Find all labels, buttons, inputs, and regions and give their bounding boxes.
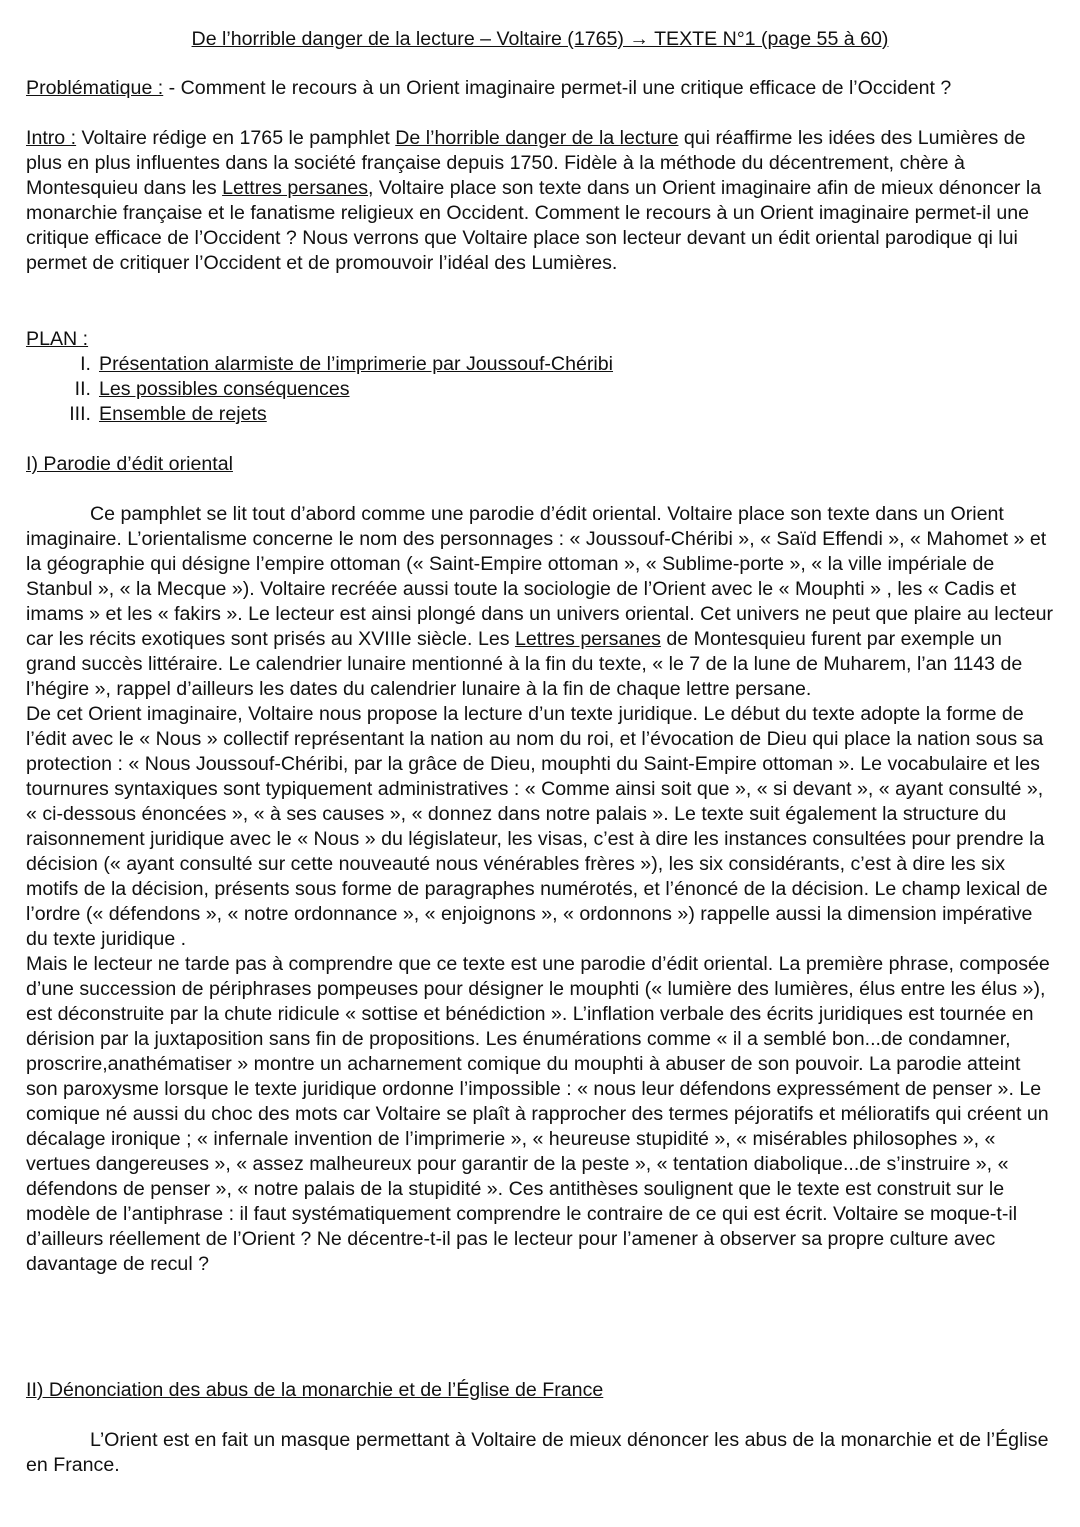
section-1-paragraph-1 bbox=[26, 502, 1056, 702]
plan-item bbox=[55, 402, 613, 427]
intro-text-1: Voltaire rédige en 1765 le pamphlet bbox=[76, 127, 396, 149]
intro-text-2: qui réaffirme les idées des Lumières de plus en plus influentes dans la société française depuis 1750. Fidèle à la méthode du décentrement, chère à Montesquieu dans les bbox=[26, 127, 1026, 199]
intro-text-3: , Voltaire place son texte dans un Orient imaginaire afin de mieux dénoncer la monarchie française et le fanatisme religieux en Occident. Comment le recours à un Orient imaginaire permet-il une critique efficace de l’Occident ? Nous verrons que Voltaire place son lecteur devant un édit oriental parodique qi lui permet de critiquer l’Occident et de promouvoir l’idéal des Lumières. bbox=[26, 177, 1042, 274]
section-1-paragraph-2: De cet Orient imaginaire, Voltaire nous propose la lecture d’un texte juridique. Le début du texte adopte la forme de l’édit avec le « Nous » collectif représentant la nation au nom du roi, et l’évocation de Dieu qui place la nation sous sa protection : « Nous Joussouf-Chéribi, par la grâce de Dieu, mouphti du Saint-Empire ottoman ». Le vocabulaire et les tournures syntaxiques sont typiquement administratives : « Comme ainsi soit que », « si devant », « ayant consulté », « ci-dessous énoncées », « à ses causes », « donnez dans notre palais ». Le texte suit également la structure du raisonnement juridique avec le « Nous » du législateur, les visas, c’est à dire les instances consultées pour prendre la décision (« ayant consulté sur cette nouveauté nous vénérables frères »), les six considérants, c’est à dire les six motifs de la décision, présents sous forme de paragraphes numérotés, et l’énoncé de la décision. Le champ lexical de l’ordre (« défendons », « notre ordonnance », « enjoignons », « ordonnons ») rappelle aussi la dimension impérative du texte juridique . bbox=[26, 703, 1048, 950]
plan-item-number: I. bbox=[80, 353, 91, 375]
section-2-paragraph-1: L’Orient est en fait un masque permettant à Voltaire de mieux dénoncer les abus de la monarchie et de l’Église en France. bbox=[26, 1429, 1049, 1476]
problematique-label: Problématique : bbox=[26, 77, 164, 99]
plan-label: PLAN : bbox=[26, 328, 89, 350]
problematique bbox=[26, 76, 1056, 101]
section-1-heading: I) Parodie d’édit oriental bbox=[26, 453, 233, 475]
section-2-body bbox=[26, 1428, 1056, 1478]
section-1-work-title: Lettres persanes bbox=[514, 628, 661, 650]
plan-list bbox=[55, 352, 613, 427]
section-1-p1-text-b: de Montesquieu furent par exemple un grand succès littéraire. Le calendrier lunaire mentionné à la fin du texte, « le 7 de la lune de Muharem, l’an 1143 de l’hégire », rappel d’ailleurs les dates du calendrier lunaire à la fin de chaque lettre persane. bbox=[26, 628, 1023, 700]
problematique-text: - Comment le recours à un Orient imaginaire permet-il une critique efficace de l’Occident ? bbox=[163, 77, 952, 99]
plan-item-text: Les possibles conséquences bbox=[99, 378, 350, 400]
intro-work-title-2: Lettres persanes bbox=[222, 177, 369, 199]
section-2-heading: II) Dénonciation des abus de la monarchie et de l’Église de France bbox=[26, 1379, 604, 1401]
section-1-paragraph-3: Mais le lecteur ne tarde pas à comprendre que ce texte est une parodie d’édit oriental. La première phrase, composée d’une succession de périphrases pompeuses pour désigner le mouphti (« lumière des lumières, élus entre les élus »), est déconstruite par la chute ridicule « sottise et bénédiction ». L’inflation verbale des écrits juridiques est tournée en dérision par la juxtaposition sans fin de propositions. Les énumérations comme « il a semblé bon...de condamner, proscrire,anathématiser » montre un acharnement comique du mouphti à abuser de son pouvoir. La parodie atteint son paroxysme lorsque le texte juridique ordonne l’impossible : « nous leur défendons expressément de penser ». Le comique né aussi du choc des mots car Voltaire se plaît à rapprocher des termes péjoratifs et mélioratifs qui créent un décalage ironique ; « infernale invention de l’imprimerie », « heureuse stupidité », « misérables philosophes », « vertues dangereuses », « assez malheureux pour garantir de la peste », « tentation diabolique...de s’instruire », « défendons de penser », « notre palais de la stupidité ». Ces antithèses soulignent que le texte est construit sur le modèle de l’antiphrase : il faut systématiquement comprendre le contraire de ce qui est écrit. Voltaire se moque-t-il d’ailleurs réellement de l’Orient ? Ne décentre-t-il pas le lecteur pour l’amener à observer sa propre culture avec davantage de recul ? bbox=[26, 953, 1050, 1275]
intro-work-title-1: De l’horrible danger de la lecture bbox=[395, 127, 679, 149]
plan-item bbox=[55, 377, 613, 402]
plan-item-number: III. bbox=[69, 403, 91, 425]
section-1-body bbox=[26, 502, 1056, 1277]
plan-item-text: Ensemble de rejets bbox=[99, 403, 267, 425]
plan-item bbox=[55, 352, 613, 377]
intro-paragraph bbox=[26, 126, 1056, 276]
plan-item-text: Présentation alarmiste de l’imprimerie par Joussouf-Chéribi bbox=[99, 353, 614, 375]
plan-item-number: II. bbox=[74, 378, 91, 400]
document-title: De l’horrible danger de la lecture – Voltaire (1765) → TEXTE N°1 (page 55 à 60) bbox=[191, 28, 889, 50]
intro-label: Intro : bbox=[26, 127, 77, 149]
section-1-p1-text-a: Ce pamphlet se lit tout d’abord comme une parodie d’édit oriental. Voltaire place son texte dans un Orient imaginaire. L’orientalisme concerne le nom des personnages : « Joussouf-Chéribi », « Saïd Effendi », « Mahomet » et la géographie qui désigne l’empire ottoman (« Saint-Empire ottoman », « Sublime-porte », « la ville impériale de Stanbul », « la Mecque »). Voltaire recréée aussi toute la sociologie de l’Orient avec le « Mouphti » , les « Cadis et imams » et les « fakirs ». Le lecteur est ainsi plongé dans un univers oriental. Cet univers ne peut que plaire au lecteur car les récits exotiques sont prisés au XVIIIe siècle. Les bbox=[26, 503, 1054, 650]
